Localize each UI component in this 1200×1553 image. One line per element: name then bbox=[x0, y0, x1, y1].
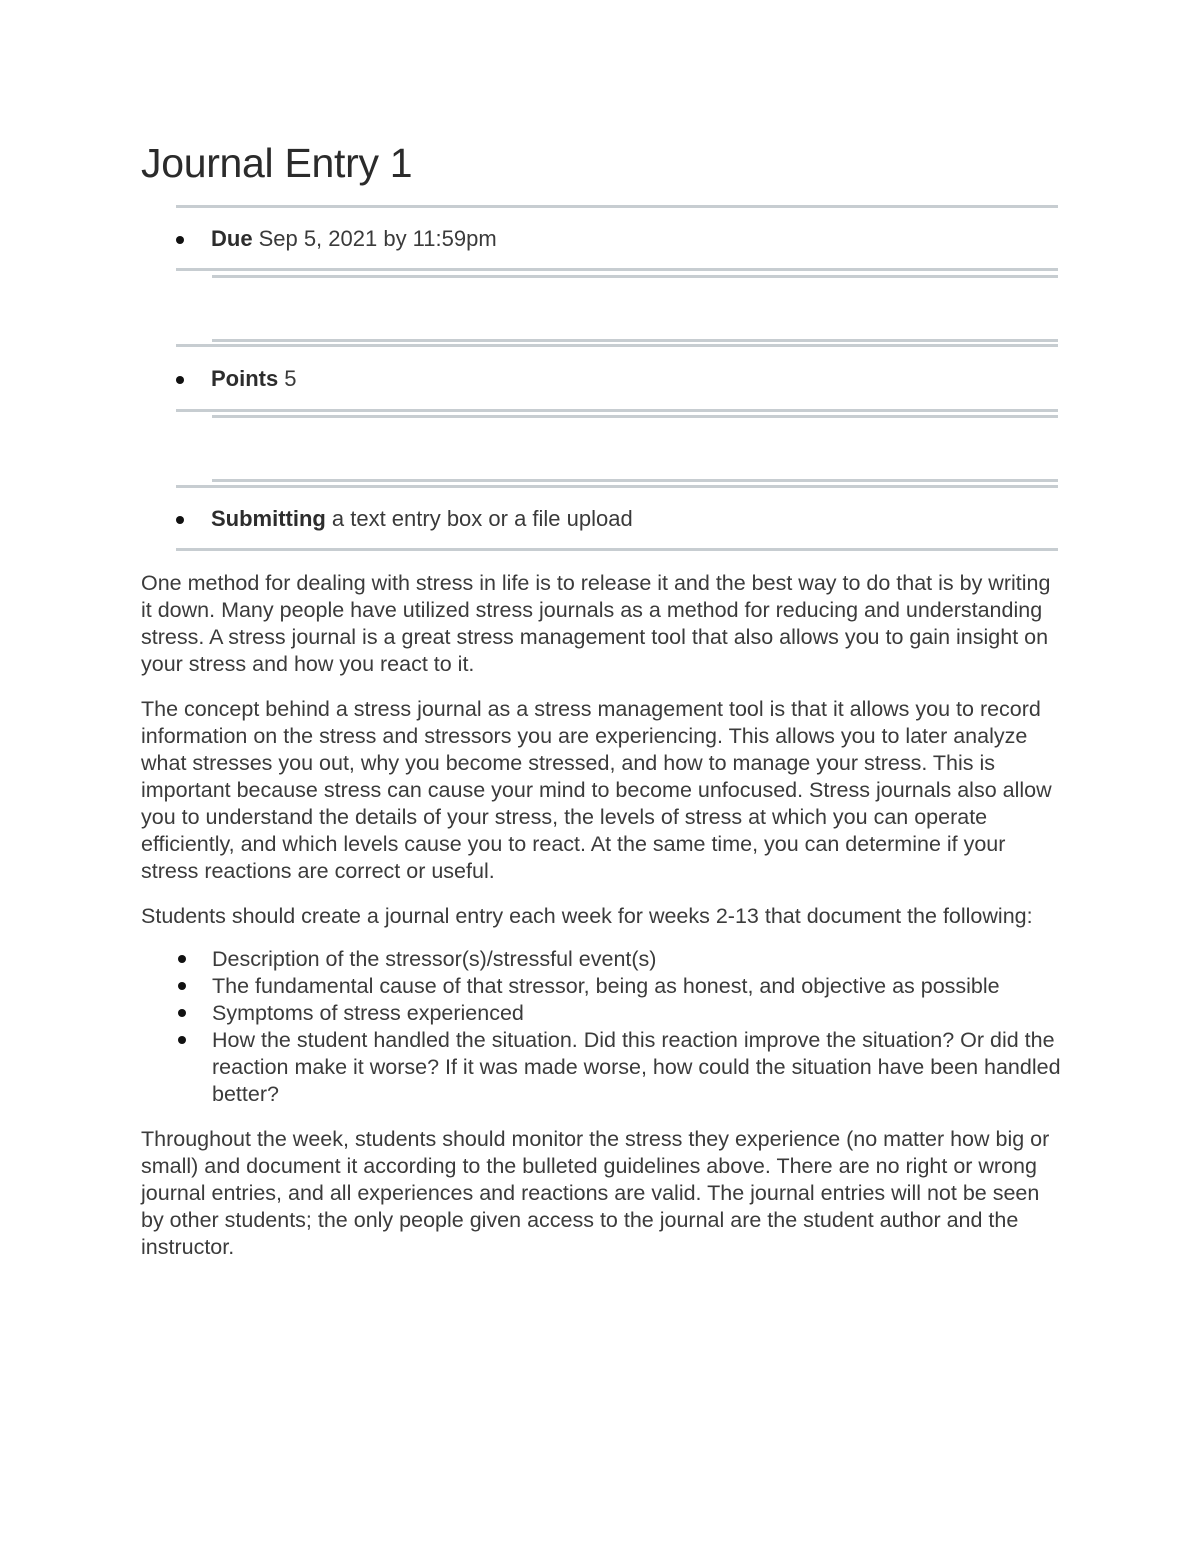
detail-submitting bbox=[176, 506, 633, 532]
divider bbox=[176, 548, 1058, 551]
list-item-text: Description of the stressor(s)/stressful event(s) bbox=[212, 947, 657, 971]
bullet-icon bbox=[178, 1036, 186, 1044]
bullet-icon bbox=[178, 1009, 186, 1017]
paragraph-intro: One method for dealing with stress in life is to release it and the best way to do that is by writing it down. Many people have utilized stress journals as a method for reducing and understanding stress. A stress journal is a great stress management tool that also allows you to gain insight on your stress and how you react to it. bbox=[141, 571, 1051, 676]
divider bbox=[212, 339, 1058, 342]
divider bbox=[176, 268, 1058, 271]
bullet-icon bbox=[178, 982, 186, 990]
detail-label: Due bbox=[211, 226, 253, 251]
guidelines-list bbox=[141, 946, 1061, 1108]
bullet-icon bbox=[176, 516, 184, 524]
divider bbox=[176, 205, 1058, 208]
divider bbox=[212, 479, 1058, 482]
paragraph-instructions: Students should create a journal entry each week for weeks 2-13 that document the following: bbox=[141, 904, 1033, 928]
paragraph-closing: Throughout the week, students should monitor the stress they experience (no matter how big or small) and document it according to the bulleted guidelines above. There are no right or wrong journal entries, and all experiences and reactions are valid. The journal entries will not be seen by other students; the only people given access to the journal are the student author and the instructor. bbox=[141, 1127, 1050, 1259]
divider bbox=[212, 275, 1058, 278]
detail-label: Points bbox=[211, 366, 279, 391]
bullet-icon bbox=[178, 955, 186, 963]
bullet-icon bbox=[176, 236, 184, 244]
list-item-text: How the student handled the situation. Did this reaction improve the situation? Or did the reaction make it worse? If it was made worse, how could the situation have been handled better? bbox=[212, 1028, 1061, 1106]
list-item bbox=[212, 973, 1061, 1000]
page-title: Journal Entry 1 bbox=[141, 140, 413, 186]
list-item-text: The fundamental cause of that stressor, being as honest, and objective as possible bbox=[212, 974, 1000, 998]
list-item bbox=[212, 1000, 1061, 1027]
detail-points bbox=[176, 366, 296, 392]
detail-due bbox=[176, 226, 497, 252]
divider bbox=[176, 485, 1058, 488]
divider bbox=[176, 409, 1058, 412]
detail-value: Sep 5, 2021 by 11:59pm bbox=[258, 226, 497, 251]
list-item bbox=[212, 946, 1061, 973]
detail-value: a text entry box or a file upload bbox=[331, 506, 633, 531]
divider bbox=[212, 415, 1058, 418]
bullet-icon bbox=[176, 376, 184, 384]
detail-label: Submitting bbox=[211, 506, 326, 531]
list-item bbox=[212, 1027, 1061, 1108]
detail-value: 5 bbox=[284, 366, 297, 391]
divider bbox=[176, 344, 1058, 347]
assignment-description bbox=[141, 570, 1061, 1279]
list-item-text: Symptoms of stress experienced bbox=[212, 1001, 524, 1025]
paragraph-concept: The concept behind a stress journal as a stress management tool is that it allows you to record information on the stress and stressors you are experiencing. This allows you to later analyze what stresses you out, why you become stressed, and how to manage your stress. This is important because stress can cause your mind to become unfocused. Stress journals also allow you to understand the details of your stress, the levels of stress at which you can operate efficiently, and which levels cause you to react. At the same time, you can determine if your stress reactions are correct or useful. bbox=[141, 697, 1052, 883]
